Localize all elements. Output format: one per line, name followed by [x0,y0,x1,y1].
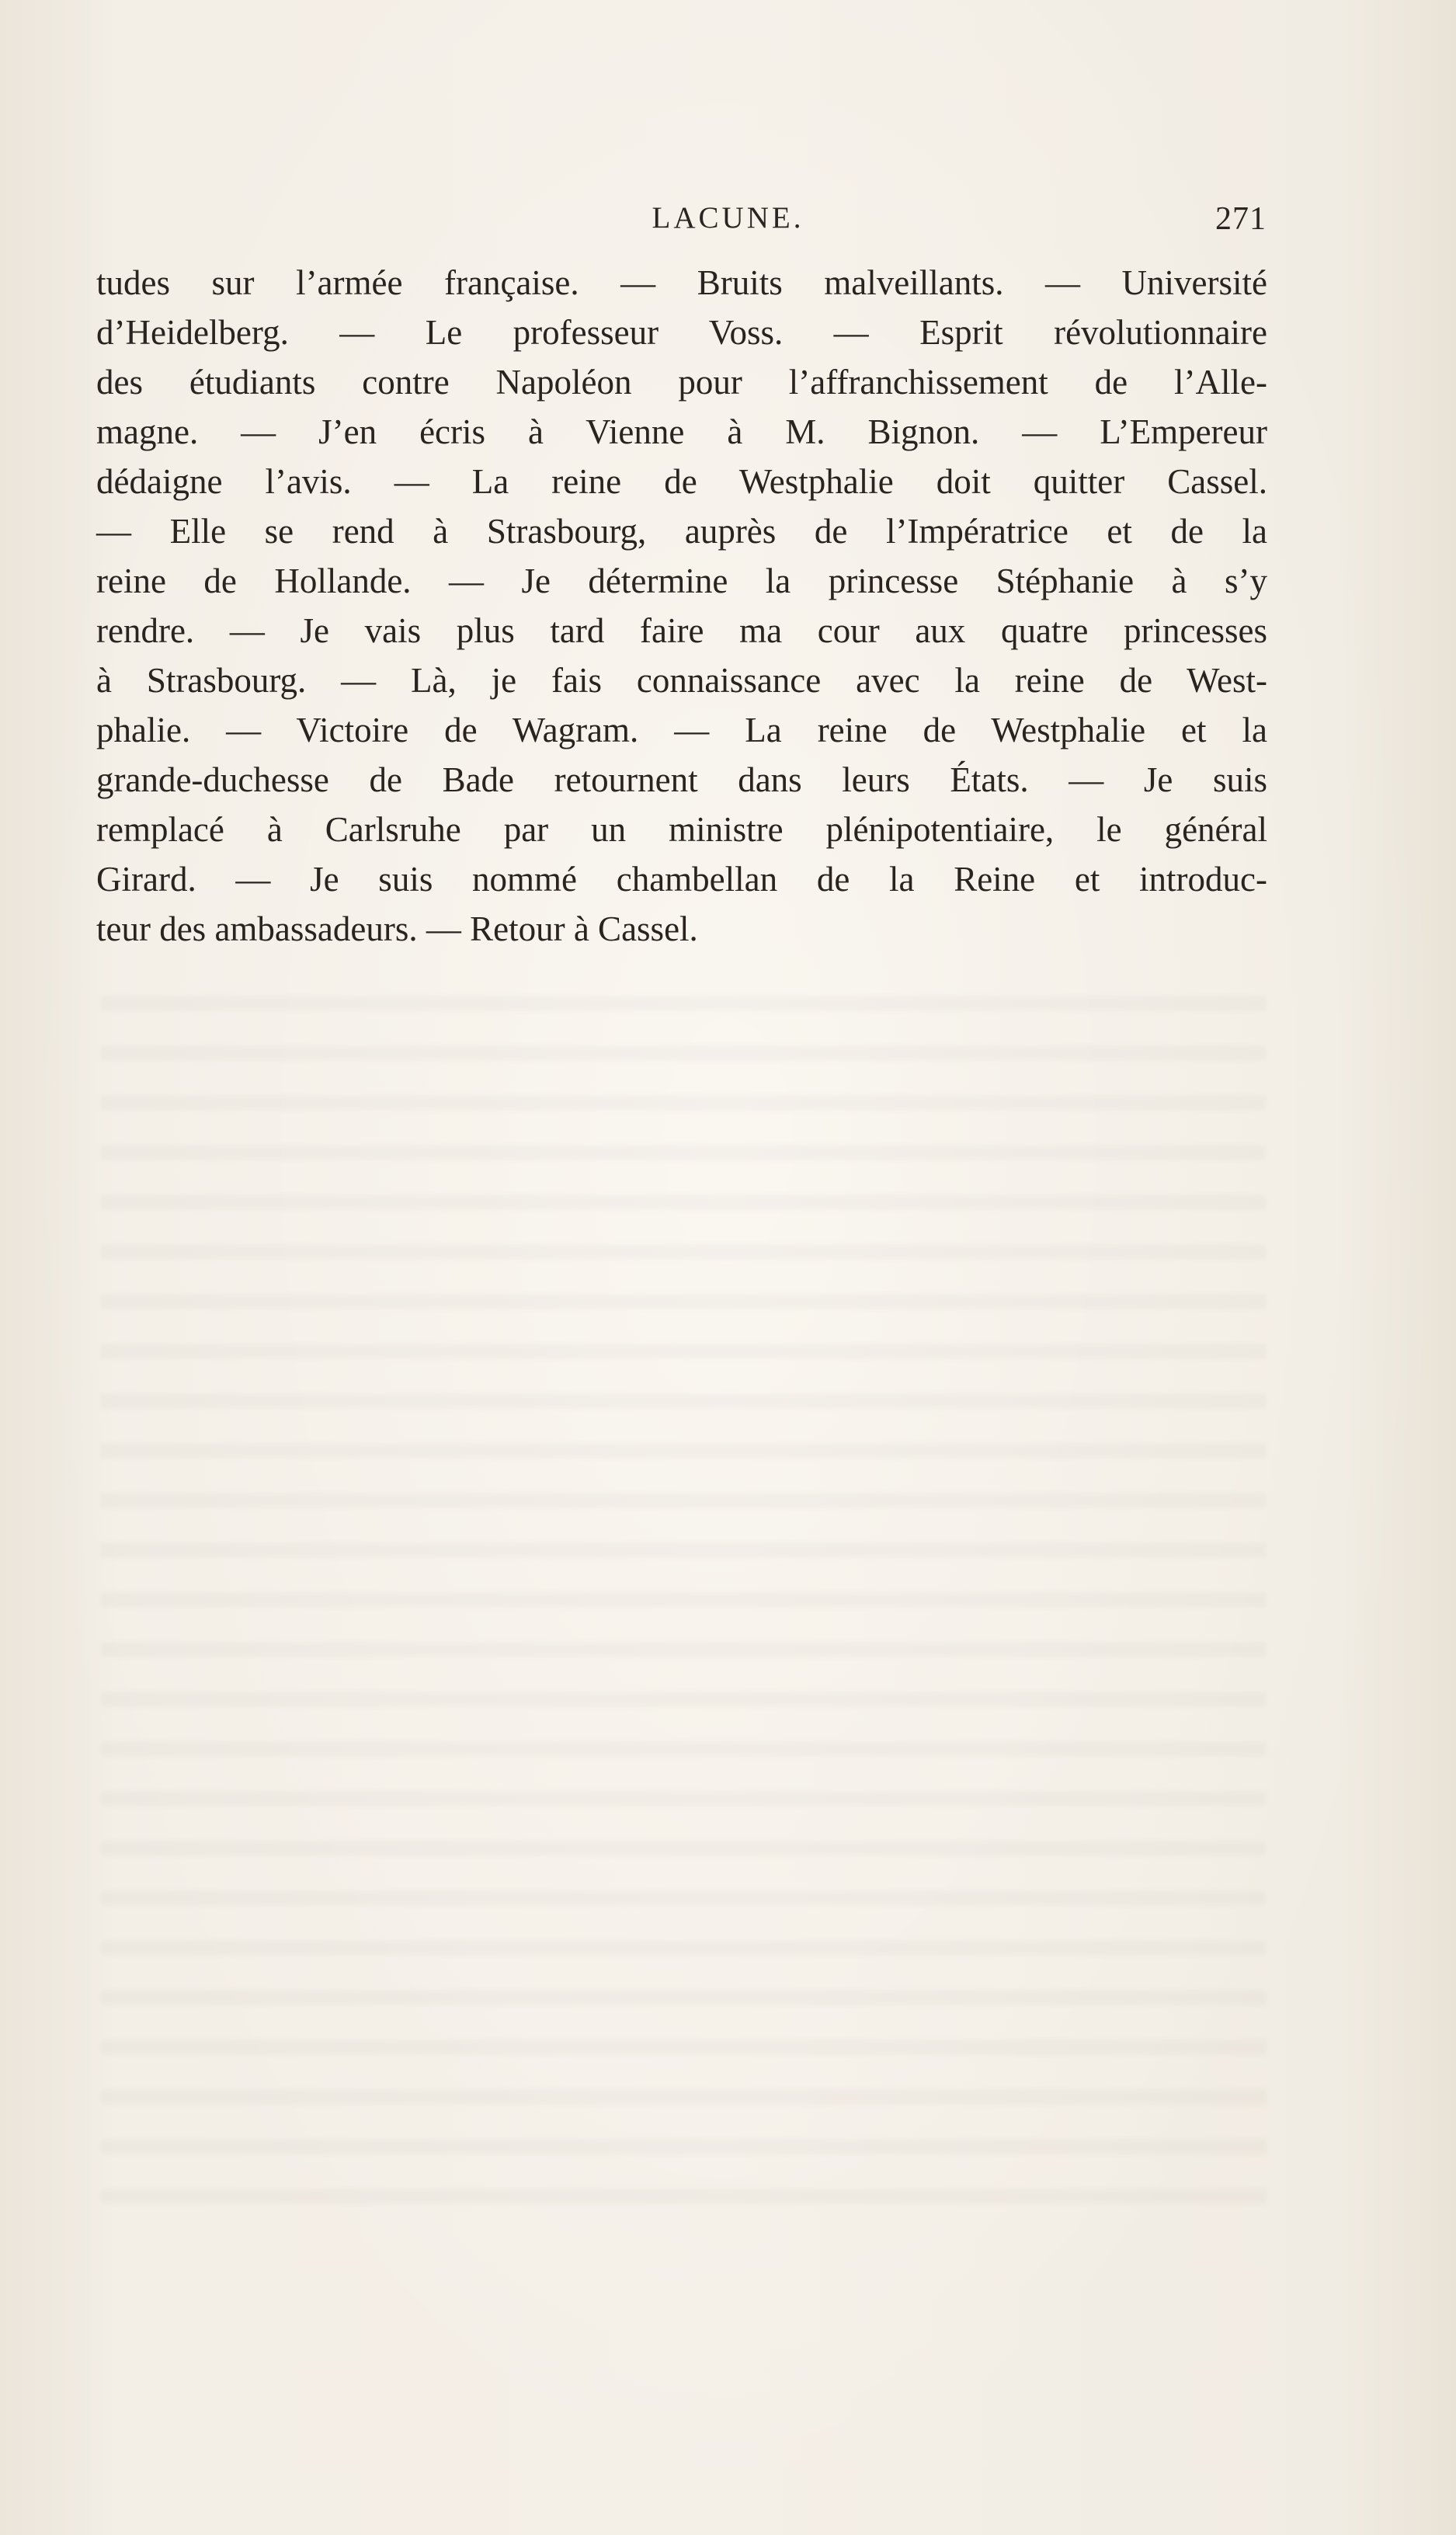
summary-line: Girard. — Je suis nommé chambellan de la Reine et introduc- [96,860,1267,899]
running-title: LACUNE. [652,201,804,235]
summary-line: dédaigne l’avis. — La reine de Westphalie doit quitter Cassel. [96,462,1267,501]
summary-line: magne. — J’en écris à Vienne à M. Bignon. — L’Empereur [96,412,1267,451]
page-number: 271 [1215,201,1267,237]
summary-line: d’Heidelberg. — Le professeur Voss. — Esprit révolutionnaire [96,313,1267,352]
page-header [0,200,1456,247]
show-through-text [101,963,1266,2237]
summary-line: à Strasbourg. — Là, je fais connaissance avec la reine de West- [96,661,1267,700]
summary-line: phalie. — Victoire de Wagram. — La reine de Westphalie et la [96,711,1267,749]
summary-line: — Elle se rend à Strasbourg, auprès de l’Impératrice et de la [96,512,1267,551]
summary-line: des étudiants contre Napoléon pour l’affranchissement de l’Alle- [96,363,1267,402]
summary-line: remplacé à Carlsruhe par un ministre plénipotentiaire, le général [96,810,1267,849]
summary-line: teur des ambassadeurs. — Retour à Cassel. [96,909,698,948]
summary-line: grande-duchesse de Bade retournent dans leurs États. — Je suis [96,760,1267,799]
summary-line: rendre. — Je vais plus tard faire ma cour aux quatre princesses [96,611,1267,650]
summary-line: reine de Hollande. — Je détermine la princesse Stéphanie à s’y [96,562,1267,600]
summary-line: tudes sur l’armée française. — Bruits malveillants. — Université [96,263,1267,302]
chapter-summary [96,258,1267,954]
